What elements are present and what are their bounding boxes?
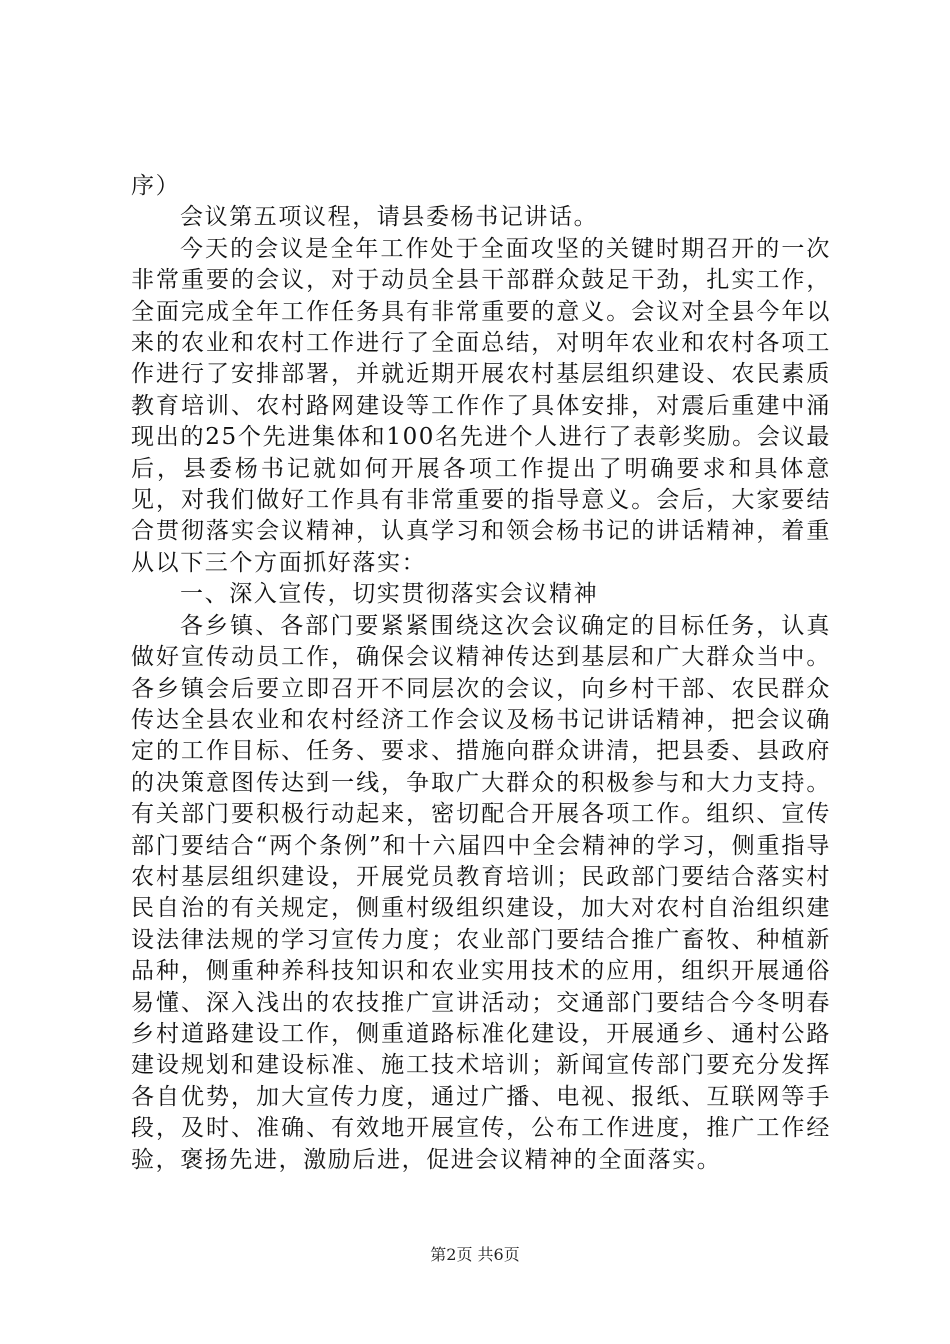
section-heading: 一、深入宣传，切实贯彻落实会议精神 [180, 581, 599, 608]
page-number: 第2页 共6页 [430, 1245, 520, 1264]
paragraph-continuation: 序） [131, 173, 181, 199]
paragraph-meeting-summary: 今天的会议是全年工作处于全面攻坚的关键时期召开的一次非常重要的会议，对于动员全县干部群众鼓足干劲，扎实工作，全面完成全年工作任务具有非常重要的意义。会议对全县今年以来的农业和农村工作进行了全面总结，对明年农业和农村各项工作进行了安排部署，并就近期开展农村基层组织建设、农民素质教育培训、农村路网建设等工作作了具体安排，对震后重建中涌现出的25个先进集体和100名先进个人进行了表彰奖励。会议最后，县委杨书记就如何开展各项工作提出了明确要求和具体意见，对我们做好工作具有非常重要的指导意义。会后，大家要结合贯彻落实会议精神，认真学习和领会杨书记的讲话精神，着重从以下三个方面抓好落实： [131, 235, 831, 576]
document-body [131, 171, 831, 1176]
paragraph-agenda-item: 会议第五项议程，请县委杨书记讲话。 [180, 204, 599, 231]
paragraph-publicity-tasks: 各乡镇、各部门要紧紧围绕这次会议确定的目标任务，认真做好宣传动员工作，确保会议精神传达到基层和广大群众当中。各乡镇会后要立即召开不同层次的会议，向乡村干部、农民群众传达全县农业和农村经济工作会议及杨书记讲话精神，把会议确定的工作目标、任务、要求、措施向群众讲清，把县委、县政府的决策意图传达到一线，争取广大群众的积极参与和大力支持。有关部门要积极行动起来，密切配合开展各项工作。组织、宣传部门要结合“两个条例”和十六届四中全会精神的学习，侧重指导农村基层组织建设，开展党员教育培训；民政部门要结合落实村民自治的有关规定，侧重村级组织建设，加大对农村自治组织建设法律法规的学习宣传力度；农业部门要结合推广畜牧、种植新品种，侧重种养科技知识和农业实用技术的应用，组织开展通俗易懂、深入浅出的农技推广宣讲活动；交通部门要结合今冬明春乡村道路建设工作，侧重道路标准化建设，开展通乡、通村公路建设规划和建设标准、施工技术培训；新闻宣传部门要充分发挥各自优势，加大宣传力度，通过广播、电视、报纸、互联网等手段，及时、准确、有效地开展宣传，公布工作进度，推广工作经验，褒扬先进，激励后进，促进会议精神的全面落实。 [131, 612, 831, 1173]
page-footer [0, 1245, 950, 1265]
